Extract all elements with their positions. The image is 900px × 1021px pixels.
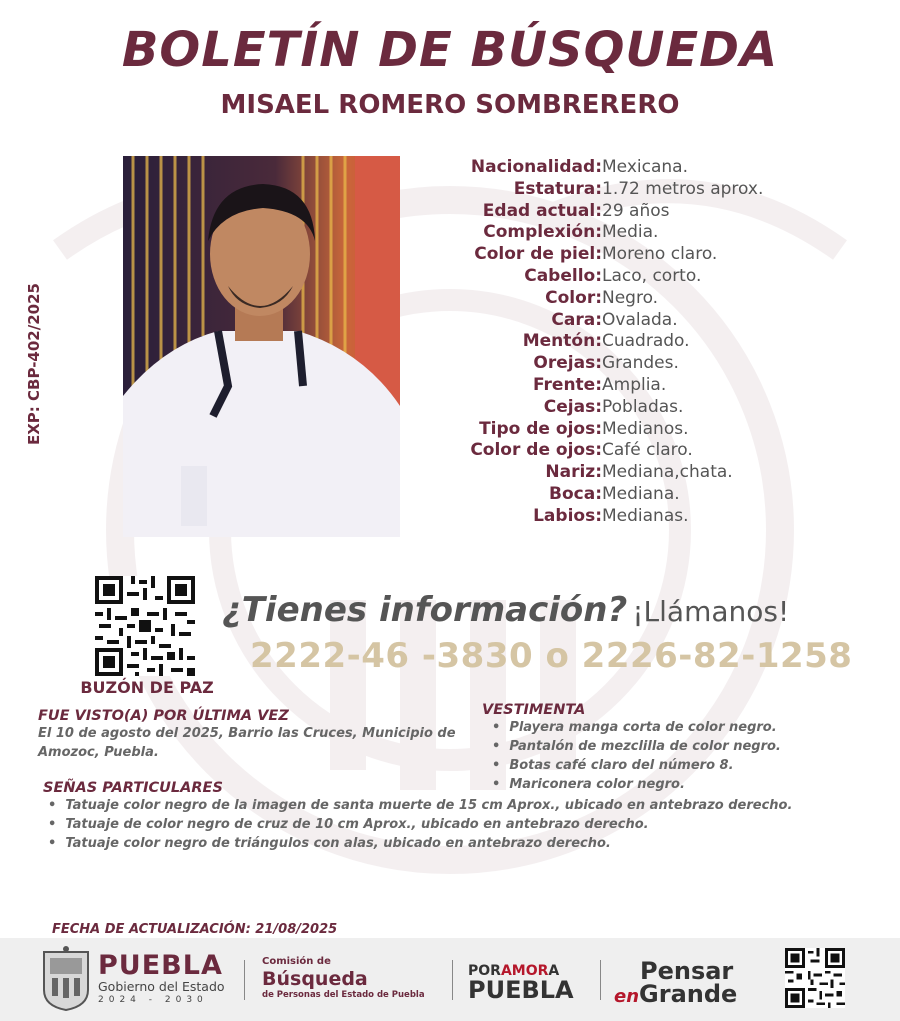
commission-line-2: Búsqueda xyxy=(262,968,368,990)
detail-row xyxy=(430,462,860,484)
info-question-text: ¿Tienes información? xyxy=(222,590,628,630)
detail-value: Mediana. xyxy=(602,483,680,504)
physical-details xyxy=(430,157,860,528)
detail-value: Media. xyxy=(602,222,659,243)
list-item: • Botas café claro del número 8. xyxy=(482,756,882,775)
list-item: • Mariconera color negro. xyxy=(482,775,882,794)
detail-row xyxy=(430,201,860,223)
commission-line-1: Comisión de xyxy=(262,956,331,967)
last-seen-section xyxy=(38,708,478,762)
grande-text: Grande xyxy=(639,980,738,1008)
detail-row xyxy=(430,440,860,462)
detail-value: 1.72 metros aprox. xyxy=(602,178,764,199)
detail-row xyxy=(430,484,860,506)
footer-divider xyxy=(244,960,245,1000)
detail-label: Boca: xyxy=(549,483,602,504)
detail-row xyxy=(430,310,860,332)
detail-label: Orejas: xyxy=(533,353,602,374)
footer-qr-code-icon[interactable] xyxy=(785,948,845,1008)
detail-label: Nariz: xyxy=(545,462,602,483)
detail-value: Moreno claro. xyxy=(602,244,718,265)
detail-label: Tipo de ojos: xyxy=(479,418,602,439)
detail-value: Mediana,chata. xyxy=(602,462,733,483)
detail-row xyxy=(430,397,860,419)
detail-label: Mentón: xyxy=(522,331,602,352)
footer-logos xyxy=(0,938,900,1021)
government-text: Gobierno del Estado xyxy=(98,979,225,994)
list-item: • Tatuaje de color negro de cruz de 10 cm Aprox., ubicado en antebrazo derecho. xyxy=(43,815,893,834)
detail-label: Frente: xyxy=(533,374,602,395)
detail-value: Mexicana. xyxy=(602,157,688,177)
detail-row xyxy=(430,419,860,441)
detail-label: Color de piel: xyxy=(474,244,602,265)
list-item: • Pantalón de mezclilla de color negro. xyxy=(482,737,882,756)
commission-line-3: de Personas del Estado de Puebla xyxy=(262,990,425,1000)
detail-row xyxy=(430,179,860,201)
list-item: • Playera manga corta de color negro. xyxy=(482,718,882,737)
detail-label: Color de ojos: xyxy=(470,440,602,461)
missing-person-name: MISAEL ROMERO SOMBRERERO xyxy=(220,90,680,120)
detail-row xyxy=(430,506,860,528)
detail-row xyxy=(430,244,860,266)
pensar-text: Pensar xyxy=(640,957,734,985)
puebla-logo-text: PUEBLA xyxy=(98,950,223,981)
detail-value: Pobladas. xyxy=(602,396,684,417)
detail-label: Cejas: xyxy=(543,396,602,417)
call-us-text: ¡Llámanos! xyxy=(632,595,790,628)
detail-row xyxy=(430,157,860,179)
detail-label: Labios: xyxy=(533,505,602,526)
footer-divider xyxy=(600,960,601,1000)
en-grande-line xyxy=(614,982,754,1009)
detail-value: Cuadrado. xyxy=(602,331,690,352)
detail-row xyxy=(430,331,860,353)
detail-value: Negro. xyxy=(602,287,659,308)
detail-label: Estatura: xyxy=(513,178,602,199)
detail-value: Amplia. xyxy=(602,374,667,395)
detail-row xyxy=(430,288,860,310)
detail-label: Complexión: xyxy=(483,222,602,243)
detail-value: Grandes. xyxy=(602,353,679,374)
detail-label: Nacionalidad: xyxy=(470,157,602,177)
state-crest-icon xyxy=(40,946,92,1012)
por-text: POR xyxy=(468,963,501,979)
por-amor-a-puebla-logo xyxy=(468,963,586,1004)
detail-label: Cara: xyxy=(551,309,602,330)
buzon-de-paz-label: BUZÓN DE PAZ xyxy=(80,678,214,697)
detail-row xyxy=(430,353,860,375)
pensar-en-grande-logo xyxy=(614,957,754,1009)
missing-person-photo xyxy=(123,156,400,537)
info-question xyxy=(222,590,789,630)
phone-numbers[interactable]: 2222-46 -3830 o 2226-82-1258 xyxy=(250,636,853,676)
last-seen-text: El 10 de agosto del 2025, Barrio las Cruces, Municipio de Amozoc, Puebla. xyxy=(38,726,456,760)
detail-row xyxy=(430,222,860,244)
clothing-title: VESTIMENTA xyxy=(482,702,586,718)
footer-divider xyxy=(452,960,453,1000)
search-commission-logo xyxy=(262,956,425,1001)
expediente-number: EXP: CBP-402/2025 xyxy=(25,283,43,445)
puebla-slogan-text: PUEBLA xyxy=(468,976,574,1004)
update-date: FECHA DE ACTUALIZACIÓN: 21/08/2025 xyxy=(52,922,338,937)
en-text: en xyxy=(614,986,640,1007)
detail-row xyxy=(430,266,860,288)
detail-label: Cabello: xyxy=(524,265,602,286)
a-text: A xyxy=(548,963,560,979)
puebla-government-logo xyxy=(98,952,225,1006)
bulletin-title: BOLETÍN DE BÚSQUEDA xyxy=(121,22,779,78)
detail-value: 29 años xyxy=(602,200,670,221)
last-seen-title: FUE VISTO(A) POR ÚLTIMA VEZ xyxy=(38,708,289,724)
list-item: • Tatuaje color negro de la imagen de santa muerte de 15 cm Aprox., ubicado en antebrazo derecho. xyxy=(43,796,893,815)
detail-value: Ovalada. xyxy=(602,309,678,330)
distinguishing-marks-section xyxy=(43,780,893,853)
detail-value: Medianas. xyxy=(602,505,689,526)
distinguishing-marks-title: SEÑAS PARTICULARES xyxy=(43,780,223,796)
government-years: 2024 - 2030 xyxy=(98,995,208,1005)
qr-code-icon[interactable] xyxy=(95,576,195,676)
detail-row xyxy=(430,375,860,397)
distinguishing-marks-list xyxy=(43,796,893,853)
detail-value: Café claro. xyxy=(602,440,693,461)
amor-text: AMOR xyxy=(500,963,549,979)
detail-value: Laco, corto. xyxy=(602,265,702,286)
detail-label: Color: xyxy=(545,287,602,308)
detail-label: Edad actual: xyxy=(482,200,602,221)
list-item: • Tatuaje color negro de triángulos con alas, ubicado en antebrazo derecho. xyxy=(43,834,893,853)
detail-value: Medianos. xyxy=(602,418,689,439)
